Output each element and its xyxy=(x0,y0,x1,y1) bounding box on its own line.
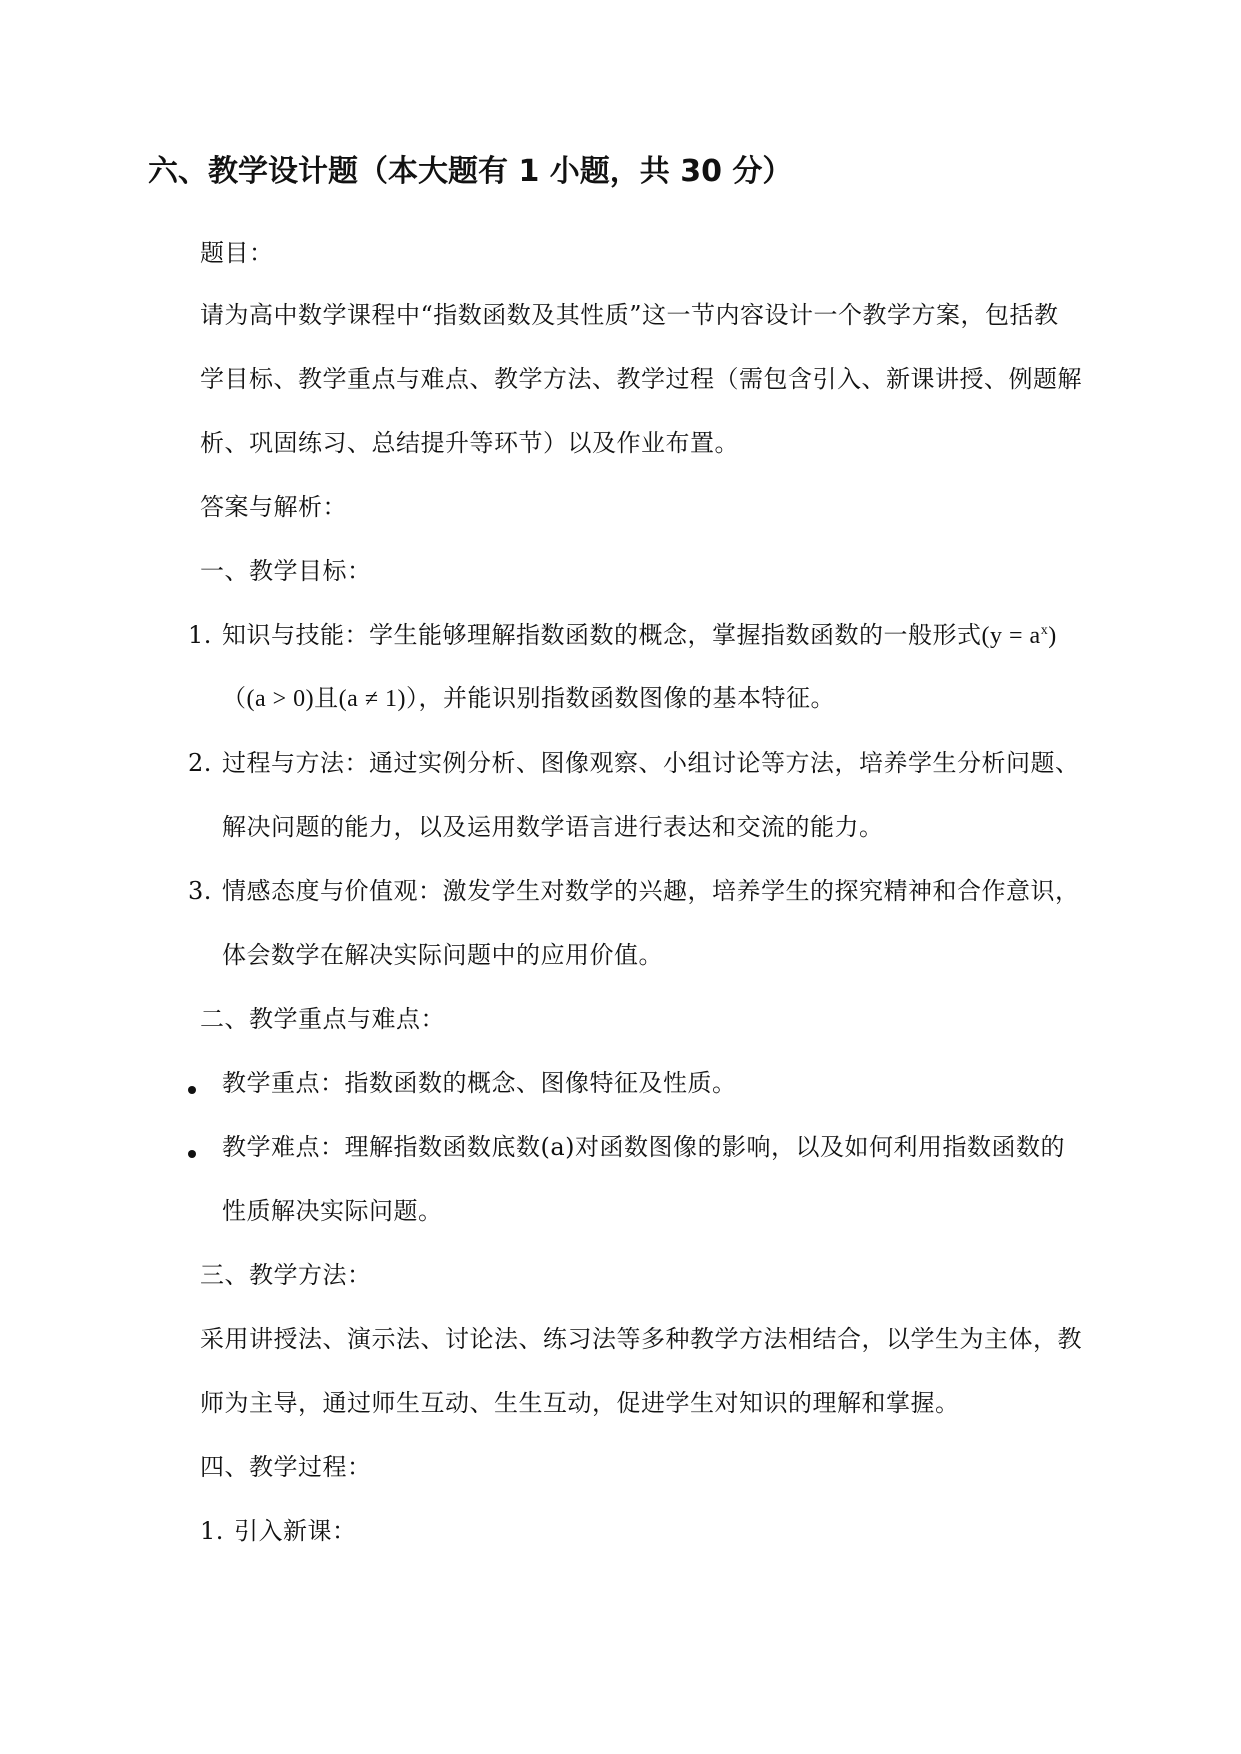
objective-item-2 xyxy=(188,746,1080,780)
general-form-formula: $(y = a^x)$ xyxy=(981,623,1057,649)
method-text-line-1: 采用讲授法、演示法、讨论法、练习法等多种教学方法相结合，以学生为主体，教 xyxy=(200,1325,1082,1353)
process-item-1-text: 引入新课： xyxy=(234,1517,357,1545)
section-heading: 六、教学设计题（本大题有 1 小题，共 30 分） xyxy=(148,154,793,189)
objective-item-1-line-2: （(a > 0)且(a ≠ 1)），并能识别指数函数图像的基本特征。 xyxy=(222,686,835,712)
objective-item-3 xyxy=(188,874,1080,908)
process-item-1 xyxy=(200,1514,357,1548)
difficulty-bullet-line-2: 性质解决实际问题。 xyxy=(222,1197,443,1225)
section-2-title: 二、教学重点与难点： xyxy=(200,1005,445,1033)
key-point-bullet: 教学重点：指数函数的概念、图像特征及性质。 xyxy=(222,1069,737,1097)
objective-item-2-line-2: 解决问题的能力，以及运用数学语言进行表达和交流的能力。 xyxy=(222,813,884,841)
question-text-line-1: 请为高中数学课程中“指数函数及其性质”这一节内容设计一个教学方案，包括教 xyxy=(200,301,1059,329)
question-label: 题目： xyxy=(200,239,274,267)
list-number: 3. xyxy=(188,877,212,905)
list-number: 1. xyxy=(200,1517,224,1545)
method-text-line-2: 师为主导，通过师生互动、生生互动，促进学生对知识的理解和掌握。 xyxy=(200,1389,960,1417)
difficulty-bullet-line-1: 教学难点：理解指数函数底数(a)对函数图像的影响，以及如何利用指数函数的 xyxy=(222,1133,1066,1161)
section-4-title: 四、教学过程： xyxy=(200,1453,372,1481)
bullet-icon xyxy=(188,1086,196,1094)
section-3-title: 三、教学方法： xyxy=(200,1261,372,1289)
answer-label: 答案与解析： xyxy=(200,493,347,521)
objective-item-3-line-2: 体会数学在解决实际问题中的应用价值。 xyxy=(222,941,663,969)
question-text-line-2: 学目标、教学重点与难点、教学方法、教学过程（需包含引入、新课讲授、例题解 xyxy=(200,365,1082,393)
list-number: 2. xyxy=(188,749,212,777)
question-text-line-3: 析、巩固练习、总结提升等环节）以及作业布置。 xyxy=(200,429,739,457)
objective-3-text: 情感态度与价值观：激发学生对数学的兴趣，培养学生的探究精神和合作意识， xyxy=(222,877,1080,905)
objective-1-text: 知识与技能：学生能够理解指数函数的概念，掌握指数函数的一般形式 xyxy=(222,621,982,649)
list-number: 1. xyxy=(188,621,212,649)
objective-2-text: 过程与方法：通过实例分析、图像观察、小组讨论等方法，培养学生分析问题、 xyxy=(222,749,1080,777)
objective-item-1 xyxy=(188,618,1057,653)
bullet-icon xyxy=(188,1150,196,1158)
section-1-title: 一、教学目标： xyxy=(200,557,372,585)
